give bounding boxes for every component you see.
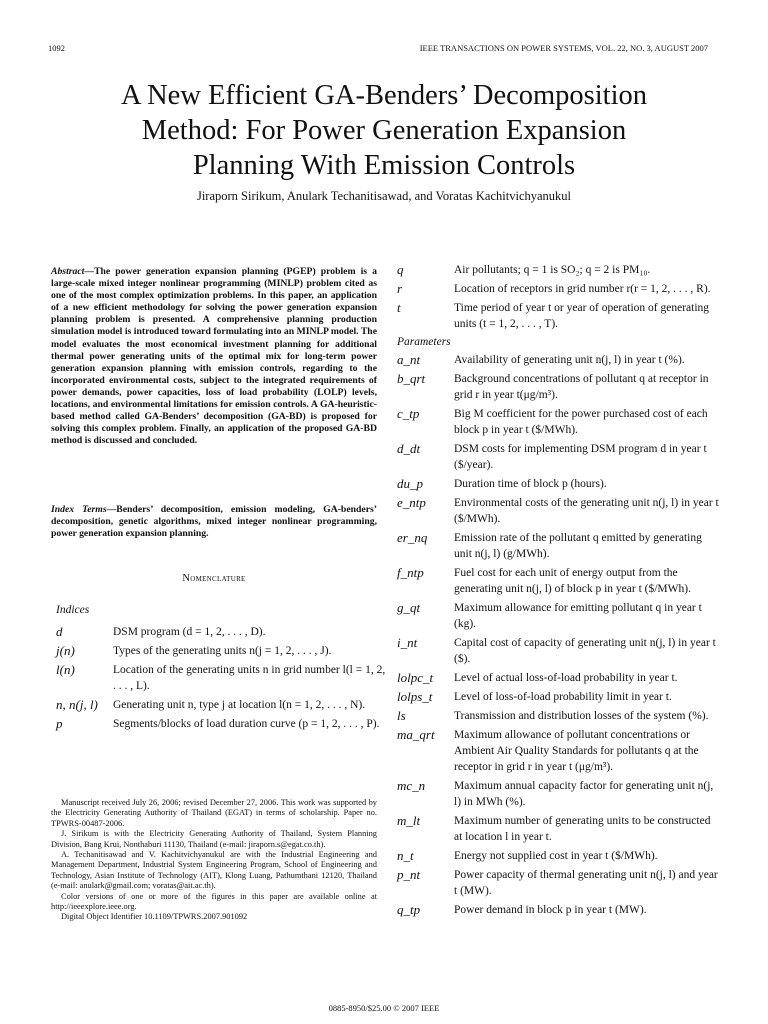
nomenclature-row <box>397 600 719 632</box>
page-number: 1092 <box>48 43 65 53</box>
abstract-lead: Abstract <box>51 266 85 277</box>
nomenclature-row <box>397 262 719 278</box>
footnote: Color versions of one or more of the figures in this paper are available online at http://ieeexplore.ieee.org. <box>51 891 377 912</box>
nomenclature-definition: Fuel cost for each unit of energy output from the generating unit n(j, l) of block p in year t ($/MWh). <box>454 567 691 595</box>
title-line: Planning With Emission Controls <box>192 150 576 181</box>
nomenclature-row <box>397 352 719 368</box>
nomenclature-symbol: n, n(j, l) <box>56 697 98 712</box>
nomenclature-row <box>397 813 719 845</box>
nomenclature-symbol: n_t <box>397 848 414 863</box>
nomenclature-row <box>397 778 719 810</box>
title-line: Method: For Power Generation Expansion <box>141 115 627 146</box>
nomenclature-row <box>397 727 719 775</box>
nomenclature-definition: Capital cost of capacity of generating unit n(j, l) in year t ($). <box>454 637 716 665</box>
nomenclature-symbol: q_tp <box>397 902 421 917</box>
nomenclature-definition: Energy not supplied cost in year t ($/MWh). <box>454 850 658 862</box>
parameters-heading: Parameters <box>397 336 451 348</box>
index-terms-text: —Benders’ decomposition, emission modeling, GA-benders’ decomposition, genetic algorithms, mixed integer nonlinear programming, power generation expansion planning. <box>51 504 377 540</box>
nomenclature-symbol: t <box>397 300 401 315</box>
nomenclature-right-column <box>397 262 719 921</box>
nomenclature-definition: Environmental costs of the generating unit n(j, l) in year t ($/MWh). <box>454 497 719 525</box>
nomenclature-symbol: lolpc_t <box>397 670 434 685</box>
footnote: J. Sirikum is with the Electricity Generating Authority of Thailand, System Planning Division, Bang Krui, Nonthaburi 11130, Thailand (e-mail: jiraporn.s@egat.co.th). <box>51 829 377 849</box>
paper-title <box>40 78 728 183</box>
nomenclature-symbol: ma_qrt <box>397 727 435 742</box>
nomenclature-symbol: r <box>397 281 403 296</box>
indices-heading: Indices <box>56 604 90 616</box>
nomenclature-row <box>397 848 719 864</box>
nomenclature-symbol: ls <box>397 708 406 723</box>
nomenclature-definition: Maximum allowance of pollutant concentrations or Ambient Air Quality Standards for pollutants q at the receptor in grid r in year t (μg/m³). <box>454 729 699 773</box>
nomenclature-row <box>397 300 719 332</box>
nomenclature-definition: Level of loss-of-load probability limit in year t. <box>454 691 672 703</box>
nomenclature-definition: Generating unit n, type j at location l(n = 1, 2, . . . , N). <box>113 699 366 711</box>
nomenclature-definition: Location of the generating units n in grid number l(l = 1, 2, . . . , L). <box>113 664 386 692</box>
nomenclature-definition: Maximum allowance for emitting pollutant q in year t (kg). <box>454 602 702 630</box>
nomenclature-symbol: e_ntp <box>397 495 426 510</box>
nomenclature-row <box>56 716 386 732</box>
nomenclature-row <box>397 902 719 918</box>
nomenclature-definition: Duration time of block p (hours). <box>454 478 607 490</box>
abstract-text: —The power generation expansion planning (PGEP) problem is a large-scale mixed integer nonlinear programming (MINLP) problem cited as one of the most complex optimization problems. In this paper, an application of a new efficient methodology for solving the power generation expansion planning problem is presented. A comprehensive planning production simulation model is introduced toward formulating into an MINLP model. The model evaluates the most economical investment planning for additional thermal power generating units of the optimal mix for long-term power generation expansion planning with emission controls, regarding to the incorporated environmental costs, subject to the integrated requirements of power demands, power capacities, loss of load probability (LOLP) levels, locations, and environmental limitations for emission controls. A GA-heuristic-based method called GA-Benders’ decomposition (GA-BD) is proposed for solving this complex problem. Finally, an application of the proposed GA-BD method is discussed and concluded. <box>51 266 377 447</box>
nomenclature-row <box>397 441 719 473</box>
index-terms <box>51 504 377 540</box>
nomenclature-symbol: lolps_t <box>397 689 433 704</box>
nomenclature-definition: DSM program (d = 1, 2, . . . , D). <box>113 626 266 638</box>
nomenclature-symbol: b_qrt <box>397 371 426 386</box>
nomenclature-row <box>397 281 719 297</box>
nomenclature-row <box>397 406 719 438</box>
nomenclature-definition: Maximum annual capacity factor for generating unit n(j, l) in MWh (%). <box>454 780 714 808</box>
footnote: A. Techanitisawad and V. Kachitvichyanukul are with the Industrial Engineering and Management Department, Industrial System Engineering Program, School of Engineering and Technology, Asian Institute of Technology (AIT), Klong Luang, Pathumthani 12120, Thailand (e-mail: anulark@gmail.com; voratas@ait.ac.th). <box>51 850 377 891</box>
nomenclature-symbol: p_nt <box>397 867 421 882</box>
nomenclature-definition: Availability of generating unit n(j, l) in year t (%). <box>454 354 685 366</box>
nomenclature-symbol: q <box>397 262 404 277</box>
nomenclature-symbol: d_dt <box>397 441 421 456</box>
nomenclature-row <box>397 565 719 597</box>
nomenclature-row <box>397 476 719 492</box>
nomenclature-definition: Level of actual loss-of-load probability in year t. <box>454 672 678 684</box>
nomenclature-definition: DSM costs for implementing DSM program d in year t ($/year). <box>454 443 707 471</box>
nomenclature-row <box>397 530 719 562</box>
nomenclature-definition: Emission rate of the pollutant q emitted by generating unit n(j, l) (g/MWh). <box>454 532 702 560</box>
footnote: Digital Object Identifier 10.1109/TPWRS.2007.901092 <box>61 912 248 922</box>
title-line: A New Efficient GA-Benders’ Decomposition <box>120 80 648 111</box>
nomenclature-definition: Location of receptors in grid number r(r = 1, 2, . . . , R). <box>454 283 711 295</box>
nomenclature-symbol: i_nt <box>397 635 418 650</box>
nomenclature-row <box>397 670 719 686</box>
nomenclature-symbol: p <box>56 716 63 731</box>
nomenclature-symbol: d <box>56 624 63 639</box>
nomenclature-definition: Background concentrations of pollutant q at receptor in grid r in year t(μg/m³). <box>454 373 709 401</box>
nomenclature-symbol: l(n) <box>56 662 75 677</box>
nomenclature-symbol: er_nq <box>397 530 428 545</box>
indices-list-left <box>56 624 386 735</box>
nomenclature-row <box>56 643 386 659</box>
footnotes <box>51 798 377 923</box>
nomenclature-symbol: j(n) <box>56 643 75 658</box>
nomenclature-row <box>56 624 386 640</box>
nomenclature-row <box>397 689 719 705</box>
nomenclature-definition: Segments/blocks of load duration curve (p = 1, 2, . . . , P). <box>113 718 380 730</box>
nomenclature-definition: Power capacity of thermal generating unit n(j, l) and year t (MW). <box>454 869 718 897</box>
nomenclature-heading: Nomenclature <box>182 573 246 584</box>
nomenclature-definition: Types of the generating units n(j = 1, 2, . . . , J). <box>113 645 332 657</box>
nomenclature-row <box>397 371 719 403</box>
nomenclature-definition: Time period of year t or year of operation of generating units (t = 1, 2, . . . , T). <box>454 302 710 330</box>
nomenclature-row <box>397 867 719 899</box>
copyright-footer: 0885-8950/$25.00 © 2007 IEEE <box>328 1003 440 1013</box>
nomenclature-definition: Transmission and distribution losses of the system (%). <box>454 710 709 722</box>
nomenclature-symbol: a_nt <box>397 352 421 367</box>
author-list: Jiraporn Sirikum, Anulark Techanitisawad, and Voratas Kachitvichyanukul <box>196 189 572 203</box>
footnote: Manuscript received July 26, 2006; revised December 27, 2006. This work was supported by the Electricity Generating Authority of Thailand (EGAT) in terms of scholarship. Paper no. TPWRS-00487-2006. <box>51 798 377 828</box>
nomenclature-definition: Power demand in block p in year t (MW). <box>454 904 647 916</box>
nomenclature-definition: Maximum number of generating units to be constructed at location l in year t. <box>454 815 711 843</box>
nomenclature-definition: Air pollutants; q = 1 is SO₂; q = 2 is PM₁₀. <box>454 264 651 276</box>
nomenclature-symbol: g_qt <box>397 600 421 615</box>
nomenclature-definition: Big M coefficient for the power purchased cost of each block p in year t ($/MWh). <box>454 408 708 436</box>
nomenclature-symbol: m_lt <box>397 813 421 828</box>
nomenclature-row <box>397 635 719 667</box>
abstract <box>51 266 377 447</box>
nomenclature-row <box>397 495 719 527</box>
nomenclature-row <box>397 708 719 724</box>
journal-header: IEEE TRANSACTIONS ON POWER SYSTEMS, VOL. 22, NO. 3, AUGUST 2007 <box>419 43 708 53</box>
nomenclature-symbol: f_ntp <box>397 565 424 580</box>
nomenclature-row <box>56 662 386 694</box>
nomenclature-symbol: du_p <box>397 476 423 491</box>
nomenclature-row <box>56 697 386 713</box>
nomenclature-symbol: mc_n <box>397 778 426 793</box>
index-terms-lead: Index Terms <box>51 504 107 515</box>
nomenclature-symbol: c_tp <box>397 406 420 421</box>
